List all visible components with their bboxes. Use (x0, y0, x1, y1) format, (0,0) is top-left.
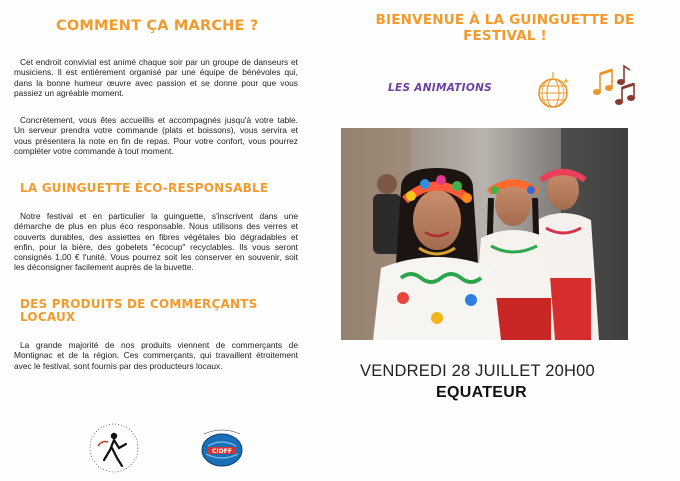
music-notes-icon (584, 62, 640, 110)
paragraph-service: Concrètement, vous êtes accueillis et accompagnés jusqu'à votre table. Un serveur prendra votre commande (plats et boissons), vous servira et vous présentera la note en fin de repas. Pour votre confort, vous pourrez compléter votre commande à tout moment. (14, 115, 298, 156)
heading-how-it-works: COMMENT ÇA MARCHE ? (56, 18, 259, 34)
right-column (340, 0, 680, 481)
paragraph-local: La grande majorité de nos produits viennent de commerçants de Montignac et de la région. Ces commerçants, qui travaillent étroitement avec le festival, sont fournis par des producteurs locaux. (14, 340, 298, 371)
disco-ball-icon (534, 72, 572, 110)
paragraph-intro: Cet endroit convivial est animé chaque soir par un groupe de danseurs et musiciens. Il est entièrement organisé par une équipe de bénévoles qui, dans la bonne humeur œuvre avec passion et se donne pour que vous passiez un agréable moment. (14, 57, 298, 98)
event-country: EQUATEUR (436, 384, 527, 401)
festival-logo (86, 420, 142, 476)
heading-local-products: DES PRODUITS DE COMMERÇANTS LOCAUX (20, 297, 258, 324)
animations-label: LES ANIMATIONS (388, 82, 493, 94)
dancers-photo (341, 128, 628, 340)
cioff-logo (194, 422, 250, 474)
paragraph-eco: Notre festival et en particulier la guinguette, s'inscrivent dans une démarche de plus en plus éco responsable. Nous utilisons des verres et couverts durables, des assiettes en fibres végétales bio dégradables et enfin, pour la bière, des gobelets "écocup" recyclables. Ils vous seront consignés 1,00 € l'unité. Vous pourrez soit les conserver en souvenir, soit les déconsigner facilement auprès de la buvette. (14, 211, 298, 273)
left-column (14, 0, 304, 481)
svg-text:CIOFF: CIOFF (212, 448, 232, 455)
welcome-title: BIENVENUE À LA GUINGUETTE DE FESTIVAL ! (375, 12, 635, 44)
heading-eco-responsible: LA GUINGUETTE ÉCO-RESPONSABLE (20, 181, 269, 195)
event-date: VENDREDI 28 JUILLET 20H00 (360, 362, 595, 380)
